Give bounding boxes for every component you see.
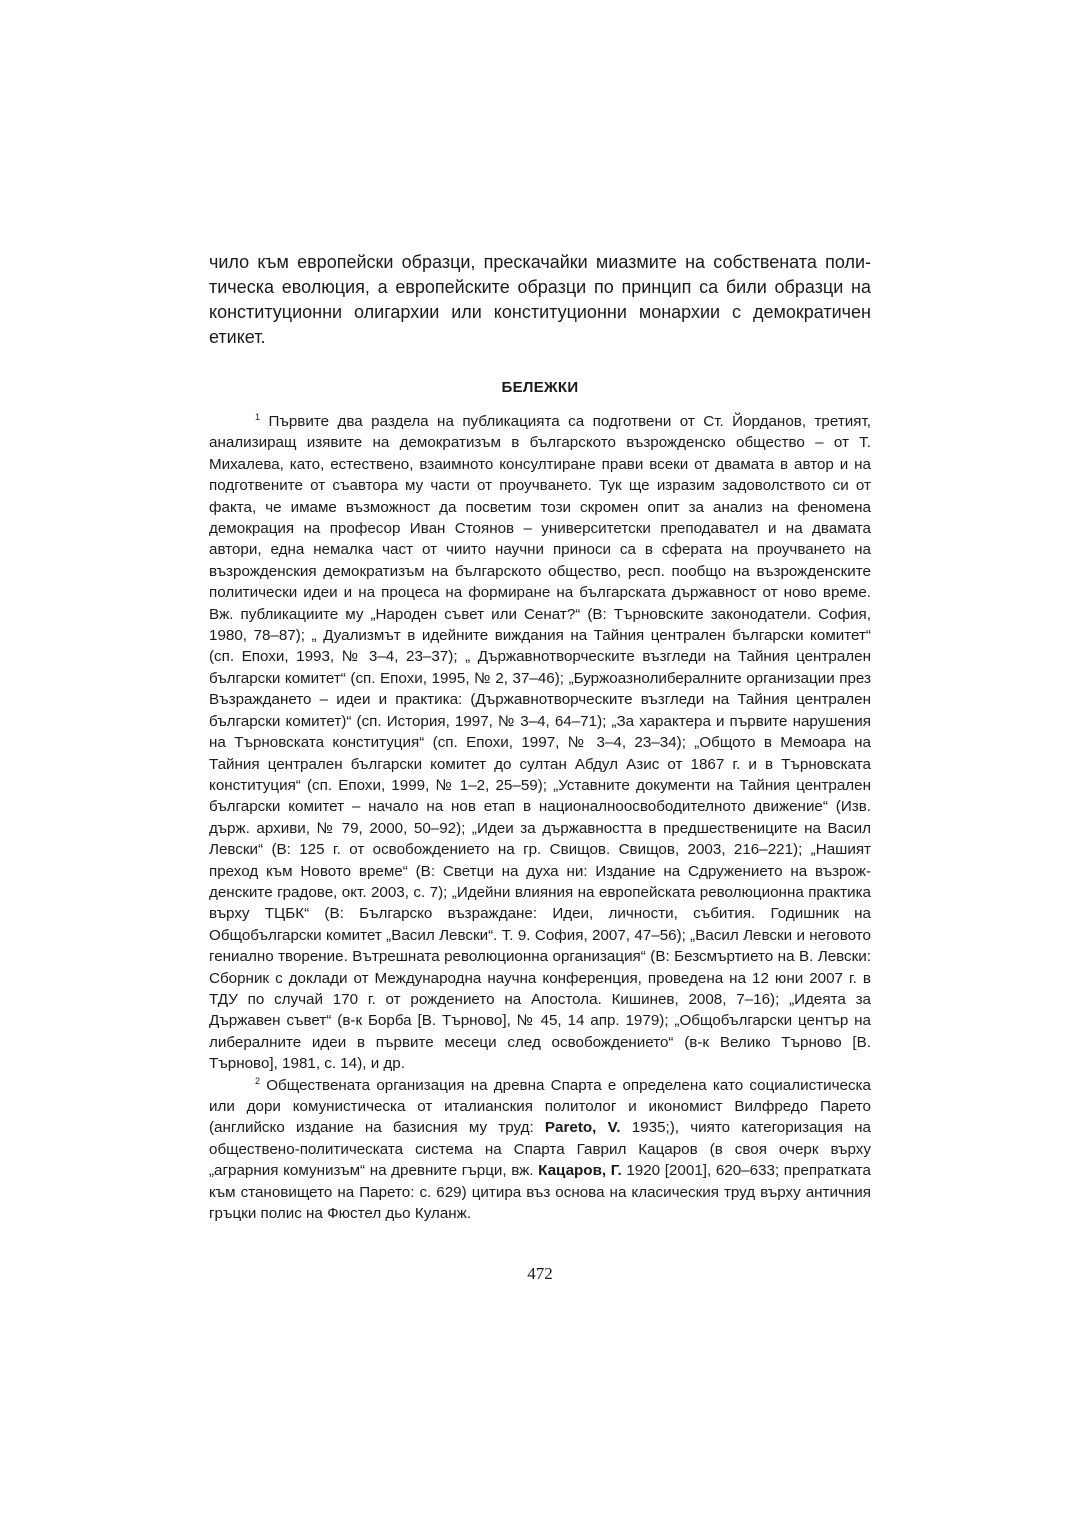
- footnote-marker: 1: [255, 411, 261, 422]
- footnote-text: Обществената организация на древна Спарта е определена като социалистическа или дори комунистическа от италианския политолог и икономист Вилфредо Парето (английско издание на базисния му труд:: [209, 1076, 871, 1137]
- footnote-text: 1935;), чиято категоризация на обществено-политическата система на Спарта Гаврил Кацаров (в своя очерк върху „аграрния комунизъм“ на древните гърци, вж.: [209, 1119, 871, 1180]
- footnote-text: 1920 [2001], 620–633; препратката към становището на Парето: с. 629) цитира въз основа на класическия труд върху античния гръцки полис на Фюстел дьо Куланж.: [209, 1162, 871, 1223]
- body-paragraph: чило към европейски образци, прескачайки миазмите на собствената политическа еволюция, а европейските образци по принцип са били образци на конституционни олигархии или конституционни монархии с демократичен етикет.: [209, 252, 871, 347]
- notes-heading: БЕЛЕЖКИ: [501, 379, 579, 396]
- footnote-text: Първите два раздела на публикацията са подготвени от Ст. Йорданов, третият, анализиращ изявите на демократизъм в българското възрожденско общество – от Т. Михалева, като, естествено, взаимното консултиране прави всеки от двамата в автор и на подготвените от съавтора му части от проучването. Тук ще изразим задоволството си от факта, че имаме възможност да посветим този скромен опит за анализ на феномена демокрация на професор Иван Стоянов – университетски преподавател и на двамата автори, една немалка част от чиито научни приноси са в сферата на проучването на възрожденския демократизъм на българското общество, респ. пообщо на възрожденските политически идеи и на процеса на формиране на българската държавност от ново време. Вж. публикациите му „Народен съвет или Сенат?“ (В: Търновските законодатели. София, 1980, 78–87); „ Дуализмът в идейните виждания на Тайния централен български комитет“ (сп. Епохи, 1993, № 3–4, 23–37); „ Държавнотворческите възгледи на Тайния централен български комитет“ (сп. Епохи, 1995, № 2, 37–46); „Буржоазнолибералните организации през Възраждането – идеи и практика: (Държавнотворческите възгледи на Тайния централен български комитет)“ (сп. История, 1997, № 3–4, 64–71); „За характера и първите нарушения на Търновската конституция“ (сп. Епохи, 1997, № 3–4, 23–34); „Общото в Мемоара на Тайния централен български комитет до султан Абдул Азис от 1867 г. и в Търновската конституция“ (сп. Епохи, 1999, № 1–2, 25–59); „Уставните документи на Тайния централен български комитет – начало на нов етап в националноосвободителното движение“ (Изв. държ. архиви, № 79, 2000, 50–92); „Идеи за държавността в предшествениците на Васил Левски“ (В: 125 г. от освобождението на гр. Свищов. Свищов, 2003, 216–221); „Нашият преход към Новото време“ (В: Светци на духа ни: Издание на Сдружението на възрожденските градове, окт. 2003, с. 7); „Идейни влияния на европейската революционна практика върху ТЦБК“ (В: Българско възраждане: Идеи, личности, събития. Годишник на Общобългарски комитет „Васил Левски“. Т. 9. София, 2007, 47–56); „Васил Левски и неговото гениално творение. Вътрешната революционна организация“ (В: Безсмъртието на В. Левски: Сборник с доклади от Международна научна конференция, проведена на 12 юни 2007 г. в ТДУ по случай 170 г. от рождението на Апостола. Кишинев, 2008, 7–16); „Идеята за Държавен съвет“ (в-к Борба [В. Търново], № 45, 14 апр. 1979); „Общобългарски център на либералните идеи в първите месеци след освобождението“ (в-к Велико Търново [В. Търново], 1981, с. 14), и др.: [209, 413, 871, 1073]
- footnote-1: [209, 411, 871, 1075]
- page-number: 472: [527, 1264, 553, 1283]
- footnote-2: [209, 1075, 871, 1225]
- citation-author: Pareto, V.: [544, 1119, 621, 1137]
- footnote-marker: 2: [255, 1075, 261, 1086]
- page-content: [209, 250, 871, 1224]
- citation-author: Кацаров, Г.: [538, 1162, 622, 1180]
